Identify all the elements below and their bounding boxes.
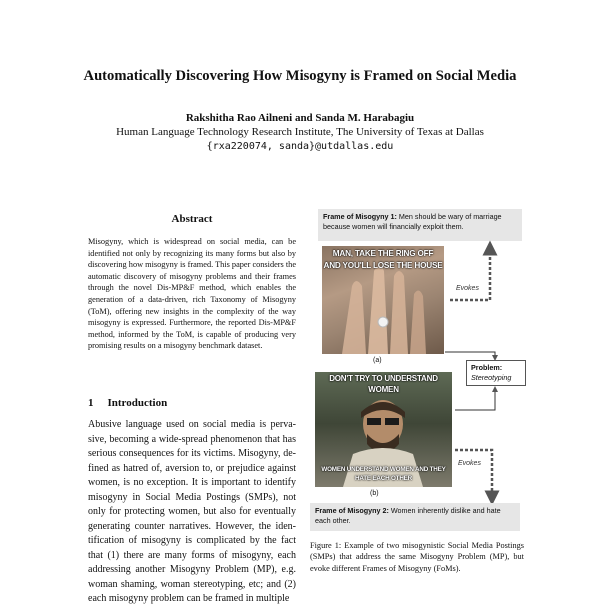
problem-value: Stereotyping [471,373,512,382]
intro-line: misogyny in Social Media Postings (SMPs), not [88,491,296,503]
frame-2-text: Women inherently dislike and hate each other. [315,506,501,525]
meme-b-top-caption-2: WOMEN [368,385,399,394]
evokes-label-1: Evokes [456,285,479,292]
frame-1-label: Frame of Misogyny 1: [323,212,397,221]
panel-label-a: (a) [373,357,382,364]
meme-a-bottom-caption: AND YOU'LL LOSE THE HOUSE [323,261,443,270]
intro-line: serious consequences for its victims. Misogyny, de- [88,448,296,459]
evokes-arrow-2 [455,450,492,498]
meme-b-bottom-caption-2: HATE EACH OTHER [354,475,413,482]
frame-2-label: Frame of Misogyny 2: [315,506,389,515]
intro-line: woman shaming, woman stereotyping, etc; and (2) [88,578,296,590]
intro-line: that (1) there are many forms of misogyny, each [88,549,296,561]
evokes-label-2: Evokes [458,460,481,467]
problem-label: Problem: [471,363,503,372]
meme-b-top-caption: DON'T TRY TO UNDERSTAND [329,374,438,383]
author-email[interactable]: {rxa220074, sanda}@utdallas.edu [206,141,394,152]
figure-caption: Figure 1: Example of two misogynistic Social Media Postings (SMPs) that address the same Misogyny Problem (MP), but evoke different Frames of Misogyny (FoMs). [310,541,524,573]
intro-line: addressing another Misogyny Problem (MP), e.g. [88,564,296,575]
abstract-body: Misogyny, which is widespread on social media, can be identified not only by recognizing its many forms but also by discovering how misogyny is framed. This paper considers the automatic discovery of misogyny problems and their frames through the novel Dis-MP&F method, which enables the generation of a data-driven, rich Taxonomy of Misogyny (ToM), offering new insights in the complexity of the way misogyny is expressed. Furthermore, the reported Dis-MP&F method, informed by the ToM, is capable of producing very promising results on a misogyny benchmark dataset. [88,237,296,351]
addresses-arrow-a [445,352,495,358]
meme-a-top-caption: MAN, TAKE THE RING OFF [332,249,434,258]
section-title: Introduction [107,397,168,409]
intro-line: generating counter narratives. However, the iden- [88,520,296,532]
intro-line: each misogyny problem can be framed in multiple [88,593,290,604]
author-list: Rakshitha Rao Ailneni and Sanda M. Harabagiu [185,112,415,124]
frame-of-misogyny-2-box [310,503,520,531]
intro-line: Abusive language used on social media is perva- [88,419,296,430]
section-number: 1 [88,397,94,409]
intro-line: women, is no exception. It is important to identify [88,477,296,488]
intro-line: tification of misogyny is complicated by the fact [88,535,296,546]
abstract-heading: Abstract [171,213,213,225]
panel-label-b: (b) [370,490,379,497]
meme-b-bottom-caption: WOMEN UNDERSTAND WOMEN AND THEY [321,466,446,473]
paper-title: Automatically Discovering How Misogyny is Framed on Social Media [83,68,517,84]
frame-1-text: Men should be wary of marriage because women will financially exploit them. [323,212,502,231]
affiliation: Human Language Technology Research Institute, The University of Texas at Dallas [116,126,484,138]
addresses-arrow-b [455,389,495,410]
evokes-arrow-1 [450,248,490,300]
intro-line: only for protecting women, but also for eventually [88,506,296,517]
intro-line: sive, becoming a wide-spread phenomenon that has [88,433,296,445]
intro-line: fined as hatred of, aversion to, or prejudice against [88,462,296,474]
